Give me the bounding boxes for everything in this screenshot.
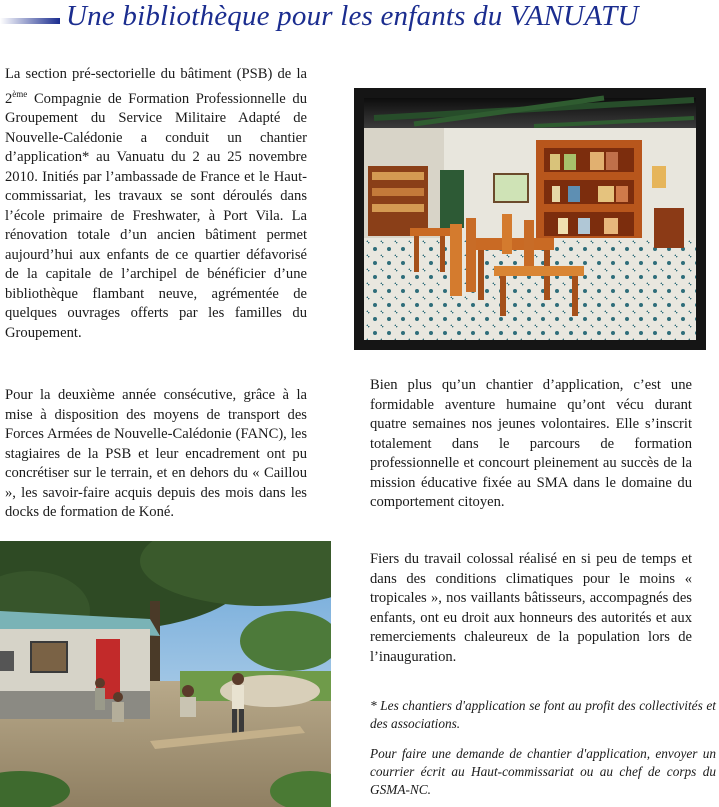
- footnote: * Les chantiers d'application se font au profit des collectivités et des associations.: [370, 698, 716, 731]
- article-paragraph-4: Fiers du travail colossal réalisé en si peu de temps et dans des conditions climatiques pour le moins « tropicales », nos vaillants bâtisseurs, accompagnés des enfants, ont eu droit aux honneurs des autorités et aux remerciements chaleureux de la population lors de l’inauguration.: [370, 551, 692, 665]
- article-paragraph-3: Bien plus qu’un chantier d’application, c’est une formidable aventure humaine qu’ont vécu durant quatre semaines nos jeunes volontaires. Elle s’inscrit totalement dans le parcours de formation professionnelle et concourt pleinement au succès de la mission éducative fixée au SMA dans le domaine du comportement citoyen.: [370, 377, 692, 510]
- article-paragraph-1: [5, 65, 307, 343]
- worksite-illustration: [0, 541, 331, 807]
- p1-superscript: ème: [12, 88, 28, 99]
- request-note: Pour faire une demande de chantier d'application, envoyer un courrier écrit au Haut-commissariat ou au chef de corps du GSMA-NC.: [370, 746, 716, 797]
- p1-text-a: La section pré-sectorielle du bâtiment (PSB) de la 2: [5, 66, 307, 107]
- title-rule: [0, 18, 60, 24]
- p1-text-b: Compagnie de Formation Professionnelle du Groupement du Service Militaire Adapté de Nouvelle-Calédonie a conduit un chantier d’application* au Vanuatu du 2 au 25 novembre 2010. Initiés par l’ambassade de France et le Haut-commissariat, les travaux se sont déroulés dans l’école primaire de Freshwater, à Port Vila. La rénovation totale d’un ancien bâtiment permet aujourd’hui aux enfants de ce quartier défavorisé de la capitale de l’archipel de bénéficier d’une bibliothèque flambant neuve, agrémentée de quelques ouvrages offerts par les familles du Groupement.: [5, 90, 307, 341]
- article-paragraph-2: Pour la deuxième année consécutive, grâce à la mise à disposition des moyens de transport des Forces Armées de Nouvelle-Calédonie (FANC), les stagiaires de la PSB et leur encadrement ont pu concrétiser sur le terrain, et en dehors du « Caillou », les savoir-faire acquis depuis des mois dans les docks de formation de Koné.: [5, 387, 307, 520]
- library-illustration: [354, 88, 706, 350]
- page-title: Une bibliothèque pour les enfants du VANUATU: [66, 0, 639, 32]
- library-interior-photo: [354, 88, 706, 350]
- header: [0, 0, 719, 42]
- construction-site-photo: [0, 541, 331, 807]
